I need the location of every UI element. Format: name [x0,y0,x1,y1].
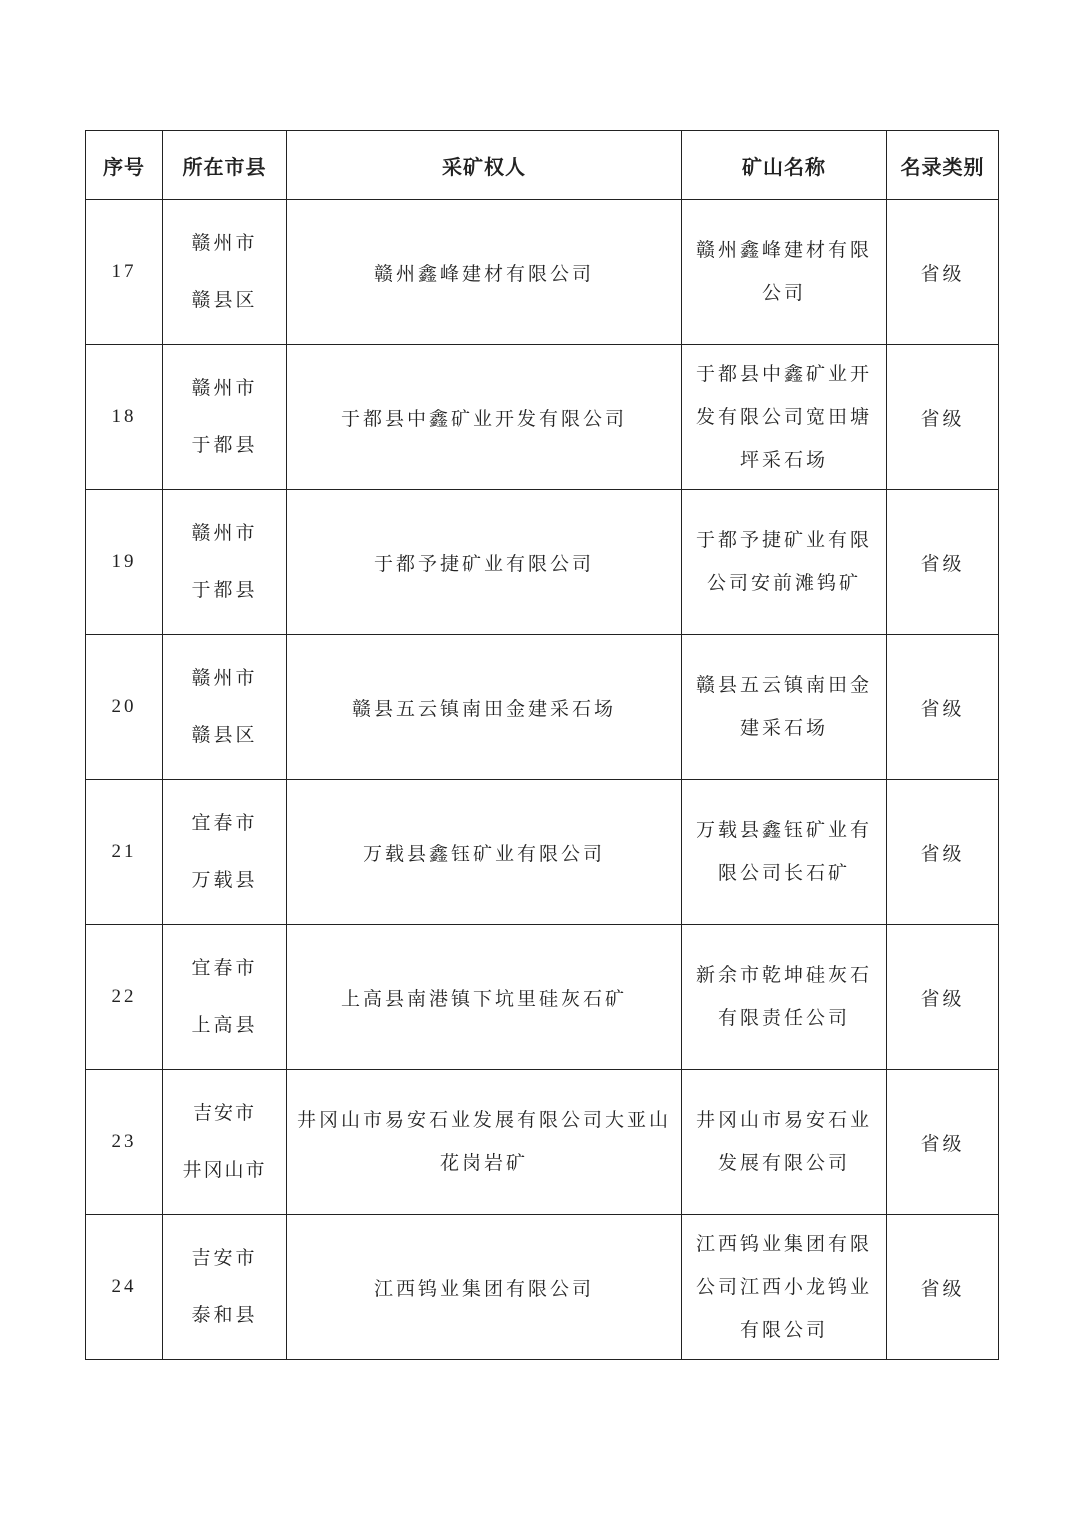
county-text: 井冈山市 [182,1159,267,1181]
seq-cell: 23 [86,1070,163,1215]
city-text: 宜春市 [191,957,258,979]
seq-cell: 18 [86,345,163,490]
holder-cell: 江西钨业集团有限公司 [287,1215,682,1360]
location-cell [163,200,287,345]
location-cell [163,925,287,1070]
mine-name-cell: 万载县鑫钰矿业有限公司长石矿 [682,780,887,925]
mine-name-cell: 江西钨业集团有限公司江西小龙钨业有限公司 [682,1215,887,1360]
category-cell: 省级 [887,345,999,490]
mine-name-cell: 新余市乾坤硅灰石有限责任公司 [682,925,887,1070]
header-holder: 采矿权人 [287,131,682,200]
county-text: 赣县区 [191,289,258,311]
city-text: 吉安市 [191,1247,258,1269]
holder-cell: 于都县中鑫矿业开发有限公司 [287,345,682,490]
mine-name-cell: 井冈山市易安石业发展有限公司 [682,1070,887,1215]
seq-cell: 19 [86,490,163,635]
city-text: 吉安市 [192,1102,256,1124]
holder-cell: 赣州鑫峰建材有限公司 [287,200,682,345]
mine-name-cell: 赣州鑫峰建材有限公司 [682,200,887,345]
city-text: 赣州市 [191,232,258,254]
seq-cell: 22 [86,925,163,1070]
holder-cell: 于都予捷矿业有限公司 [287,490,682,635]
seq-cell: 17 [86,200,163,345]
header-location: 所在市县 [163,131,287,200]
mine-name-cell: 于都予捷矿业有限公司安前滩钨矿 [682,490,887,635]
location-cell [163,1070,287,1215]
city-text: 宜春市 [191,812,258,834]
county-text: 万载县 [191,869,258,891]
city-text: 赣州市 [191,377,258,399]
header-category: 名录类别 [887,131,999,200]
category-cell: 省级 [887,1070,999,1215]
county-text: 上高县 [191,1014,258,1036]
county-text: 于都县 [191,434,258,456]
city-text: 赣州市 [191,667,258,689]
seq-cell: 21 [86,780,163,925]
category-cell: 省级 [887,635,999,780]
location-cell [163,490,287,635]
table-row [86,635,999,780]
mine-name-cell: 赣县五云镇南田金建采石场 [682,635,887,780]
mine-list-table [85,130,999,1360]
mine-name-cell: 于都县中鑫矿业开发有限公司宽田塘坪采石场 [682,345,887,490]
category-cell: 省级 [887,490,999,635]
location-cell [163,1215,287,1360]
category-cell: 省级 [887,925,999,1070]
table-row [86,780,999,925]
table-row [86,925,999,1070]
holder-cell: 万载县鑫钰矿业有限公司 [287,780,682,925]
table-row [86,200,999,345]
county-text: 于都县 [191,579,258,601]
location-cell [163,345,287,490]
county-text: 泰和县 [191,1304,258,1326]
seq-cell: 20 [86,635,163,780]
category-cell: 省级 [887,1215,999,1360]
category-cell: 省级 [887,200,999,345]
city-text: 赣州市 [191,522,258,544]
header-seq: 序号 [86,131,163,200]
table-row [86,1215,999,1360]
holder-cell: 上高县南港镇下坑里硅灰石矿 [287,925,682,1070]
table-row [86,345,999,490]
header-mine-name: 矿山名称 [682,131,887,200]
county-text: 赣县区 [191,724,258,746]
seq-cell: 24 [86,1215,163,1360]
table-row [86,1070,999,1215]
table-row [86,490,999,635]
table-header-row [86,131,999,200]
location-cell [163,780,287,925]
category-cell: 省级 [887,780,999,925]
holder-cell: 井冈山市易安石业发展有限公司大亚山花岗岩矿 [287,1070,682,1215]
holder-cell: 赣县五云镇南田金建采石场 [287,635,682,780]
location-cell [163,635,287,780]
